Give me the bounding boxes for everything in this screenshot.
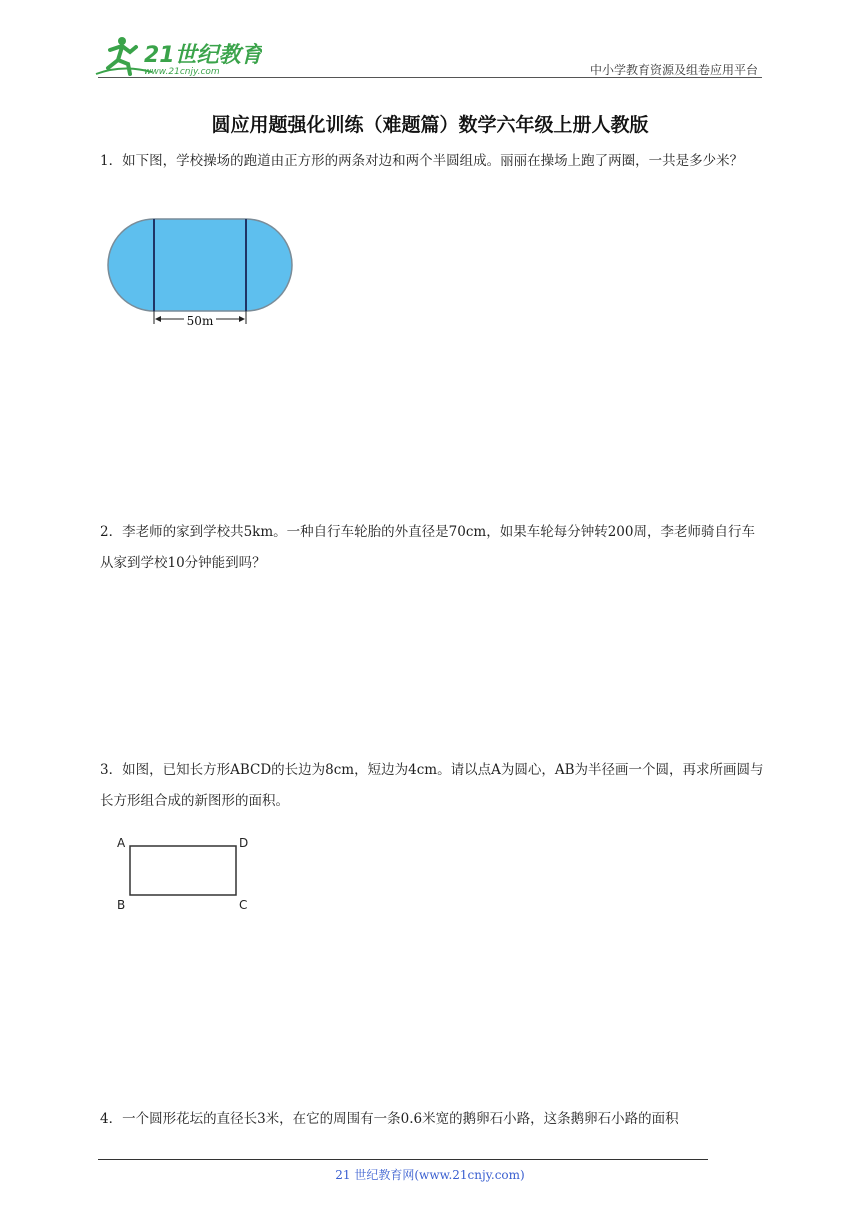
track-figure (104, 216, 298, 332)
label-c: C (239, 898, 248, 912)
page-title: 圆应用题强化训练（难题篇）数学六年级上册人教版 (211, 114, 649, 136)
label-a: A (117, 836, 126, 850)
footer-divider (98, 1159, 708, 1160)
question-2: 2．李老师的家到学校共5km。一种自行车轮胎的外直径是70cm，如果车轮每分钟转200周，李老师骑自行车从家到学校10分钟能到吗？ (100, 524, 755, 571)
label-d: D (239, 836, 249, 850)
logo-text: 21世纪教育 (144, 43, 262, 68)
site-logo (92, 34, 262, 78)
logo-url: www.21cnjy.com (144, 67, 220, 77)
header-tagline: 中小学教育资源及组卷应用平台 (589, 63, 758, 77)
dimension-label: 50m (186, 314, 214, 328)
header-divider (98, 77, 762, 78)
label-b: B (117, 898, 126, 912)
question-1: 1．如下图，学校操场的跑道由正方形的两条对边和两个半圆组成。丽丽在操场上跑了两圈，一共是多少米？ (100, 153, 744, 169)
question-3: 3．如图，已知长方形ABCD的长边为8cm，短边为4cm。请以点A为圆心，AB为半径画一个圆，再求所画圆与长方形组合成的新图形的面积。 (100, 762, 764, 809)
footer-text[interactable]: 21 世纪教育网(www.21cnjy.com) (335, 1168, 525, 1182)
question-4: 4．一个圆形花坛的直径长3米，在它的周围有一条0.6米宽的鹅卵石小路，这条鹅卵石小路的面积 (100, 1111, 679, 1127)
rectangle-abcd (130, 846, 236, 895)
track-shape (108, 219, 292, 311)
rectangle-figure (114, 834, 254, 914)
